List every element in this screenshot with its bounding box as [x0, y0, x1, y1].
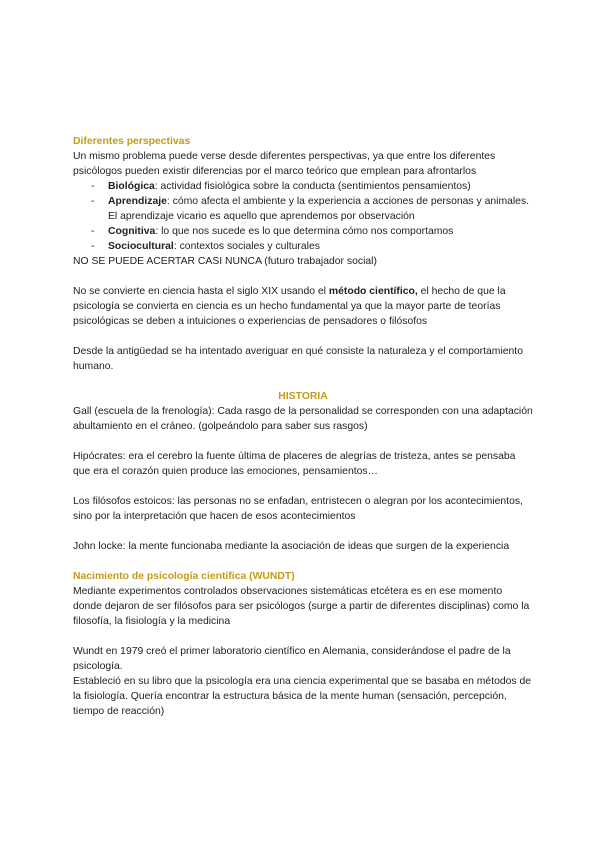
perspectives-heading: Diferentes perspectivas	[73, 136, 191, 147]
history-paragraph-gall: Gall (escuela de la frenología): Cada rasgo de la personalidad se corresponden con una adaptación abultamiento en el cráneo. (golpeándolo para saber sus rasgos)	[73, 406, 533, 432]
list-item	[108, 179, 533, 194]
science-bold: método científico,	[328, 286, 418, 297]
history-paragraph-hipocrates: Hipócrates: era el cerebro la fuente última de placeres de alegrías de tristeza, antes se pensaba que era el corazón quien produce las emociones, pensamientos…	[73, 451, 516, 477]
list-item-text: : contextos sociales y culturales	[173, 241, 320, 252]
history-paragraph-locke: John locke: la mente funcionaba mediante la asociación de ideas que surgen de la experiencia	[73, 541, 510, 552]
science-paragraph	[73, 284, 533, 329]
perspectives-intro: Un mismo problema puede verse desde diferentes perspectivas, ya que entre los diferentes psicólogos pueden existir diferencias por el marco teórico que emplean para afrontarlos	[73, 151, 496, 177]
history-paragraph-estoicos: Los filósofos estoicos: las personas no se enfadan, entristecen o alegran por los acontecimientos, sino por la interpretación que hacen de esos acontecimientos	[73, 496, 523, 522]
science-text-before: No se convierte en ciencia hasta el siglo XIX usando el	[73, 286, 329, 297]
list-item-text: : lo que nos sucede es lo que determina cómo nos comportamos	[155, 226, 454, 237]
history-heading: HISTORIA	[278, 391, 328, 402]
birth-intro: Mediante experimentos controlados observaciones sistemáticas etcétera es en ese momento donde dejaron de ser filósofos para ser psicólogos (surge a partir de diferentes disciplinas) como la filosofía, la fisiología y la medicina	[73, 586, 530, 627]
birth-wundt: Wundt en 1979 creó el primer laboratorio científico en Alemania, considerándose el padre de la psicología.	[73, 646, 511, 672]
science-text-after: el hecho de que la psicología se convierta en ciencia es un hecho fundamental ya que la mayor parte de teorías psicológicas se deben a intuiciones o experiencias de pensadores o filósofos	[73, 286, 506, 327]
list-item-text: : actividad fisiológica sobre la conducta (sentimientos pensamientos)	[154, 181, 471, 192]
list-item-term: Biológica	[108, 181, 155, 192]
list-item-term: Sociocultural	[108, 241, 174, 252]
list-item-term: Cognitiva	[108, 226, 156, 237]
list-item-term: Aprendizaje	[108, 196, 167, 207]
perspectives-list	[73, 179, 533, 254]
list-item-text: : cómo afecta el ambiente y la experiencia a acciones de personas y animales. El aprendizaje vicario es aquello que aprendemos por observación	[108, 196, 530, 222]
list-item	[108, 239, 533, 254]
birth-book: Estableció en su libro que la psicología era una ciencia experimental que se basaba en métodos de la fisiología. Quería encontrar la estructura básica de la mente human (sensación, percepción, tiempo de reacción)	[73, 676, 532, 717]
antiquity-paragraph: Desde la antigüedad se ha intentado averiguar en qué consiste la naturaleza y el comportamiento humano.	[73, 346, 523, 372]
list-item	[108, 224, 533, 239]
birth-heading: Nacimiento de psicología científica (WUNDT)	[73, 571, 295, 582]
document-body	[73, 134, 533, 719]
list-item	[108, 194, 533, 224]
perspectives-note: NO SE PUEDE ACERTAR CASI NUNCA (futuro trabajador social)	[73, 256, 377, 267]
